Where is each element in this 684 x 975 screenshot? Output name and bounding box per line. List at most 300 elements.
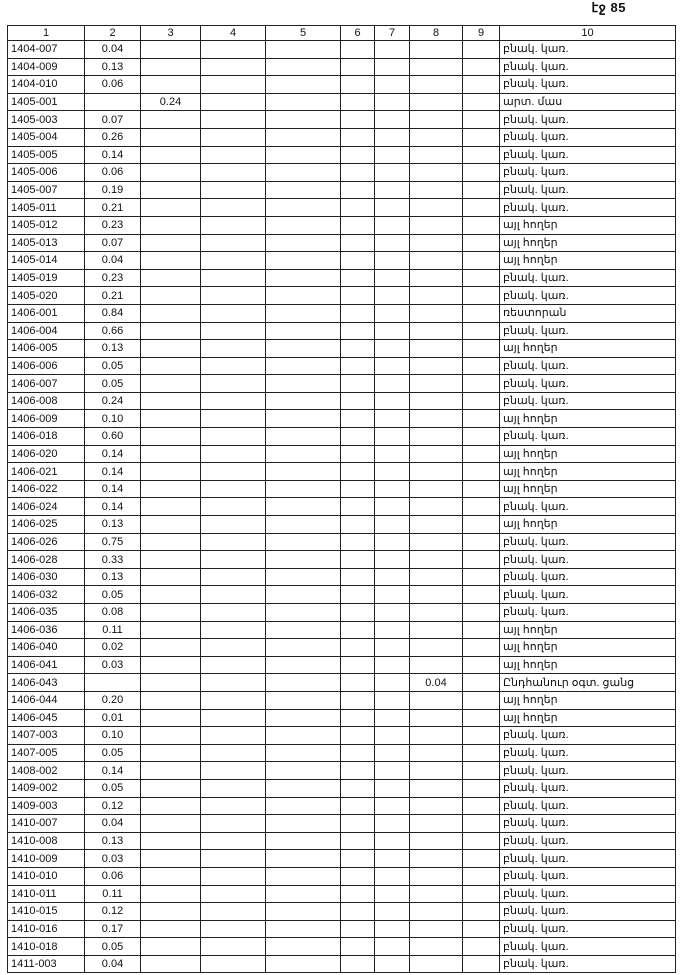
area-value-cell [201, 146, 266, 164]
area-value-cell [201, 674, 266, 692]
area-value-cell [463, 41, 500, 59]
area-value-cell: 0.05 [85, 375, 141, 393]
area-value-cell [410, 128, 463, 146]
area-value-cell [341, 621, 375, 639]
area-value-cell [141, 340, 201, 358]
area-value-cell [141, 621, 201, 639]
parcel-code-cell: 1406-006 [8, 357, 85, 375]
area-value-cell [141, 357, 201, 375]
area-value-cell [463, 463, 500, 481]
area-value-cell [141, 410, 201, 428]
table-row [8, 885, 676, 903]
area-value-cell: 0.33 [85, 551, 141, 569]
area-value-cell [375, 164, 410, 182]
area-value-cell [341, 762, 375, 780]
area-value-cell [410, 885, 463, 903]
land-use-cell: բնակ. կառ. [500, 604, 676, 622]
land-use-cell: բնակ. կառ. [500, 533, 676, 551]
area-value-cell [266, 938, 341, 956]
area-value-cell [463, 199, 500, 217]
table-row [8, 199, 676, 217]
table-row [8, 568, 676, 586]
area-value-cell [341, 832, 375, 850]
area-value-cell [141, 850, 201, 868]
land-use-cell: այլ հողեր [500, 691, 676, 709]
area-value-cell [375, 709, 410, 727]
area-value-cell [341, 58, 375, 76]
area-value-cell [141, 287, 201, 305]
parcel-code-cell: 1410-018 [8, 938, 85, 956]
table-row [8, 621, 676, 639]
area-value-cell [375, 410, 410, 428]
area-value-cell [463, 551, 500, 569]
area-value-cell [141, 656, 201, 674]
area-value-cell [463, 815, 500, 833]
area-value-cell [463, 674, 500, 692]
area-value-cell [410, 146, 463, 164]
area-value-cell [141, 604, 201, 622]
land-use-cell: բնակ. կառ. [500, 551, 676, 569]
table-row [8, 269, 676, 287]
area-value-cell [410, 762, 463, 780]
area-value-cell [375, 216, 410, 234]
area-value-cell [266, 76, 341, 94]
area-value-cell [375, 815, 410, 833]
area-value-cell [463, 639, 500, 657]
area-value-cell [410, 551, 463, 569]
area-value-cell [201, 815, 266, 833]
area-value-cell: 0.03 [85, 850, 141, 868]
parcel-code-cell: 1406-035 [8, 604, 85, 622]
area-value-cell [266, 586, 341, 604]
table-row [8, 445, 676, 463]
area-value-cell: 0.04 [85, 41, 141, 59]
area-value-cell [141, 551, 201, 569]
area-value-cell [266, 797, 341, 815]
area-value-cell [201, 850, 266, 868]
area-value-cell [341, 955, 375, 973]
area-value-cell [375, 76, 410, 94]
area-value-cell [375, 867, 410, 885]
parcel-code-cell: 1407-003 [8, 727, 85, 745]
table-row [8, 428, 676, 446]
area-value-cell [410, 498, 463, 516]
area-value-cell [341, 287, 375, 305]
area-value-cell [266, 867, 341, 885]
area-value-cell [463, 252, 500, 270]
table-row [8, 498, 676, 516]
area-value-cell [410, 181, 463, 199]
land-use-cell: այլ հողեր [500, 709, 676, 727]
area-value-cell [463, 181, 500, 199]
area-value-cell [341, 41, 375, 59]
land-use-cell: բնակ. կառ. [500, 498, 676, 516]
parcel-code-cell: 1405-003 [8, 111, 85, 129]
area-value-cell [266, 410, 341, 428]
area-value-cell [141, 709, 201, 727]
area-value-cell [141, 41, 201, 59]
parcel-code-cell: 1404-010 [8, 76, 85, 94]
land-use-cell: Ընդհանուր օգտ. ցանց [500, 674, 676, 692]
area-value-cell [463, 146, 500, 164]
area-value-cell [201, 410, 266, 428]
table-row [8, 903, 676, 921]
table-row [8, 357, 676, 375]
table-row [8, 779, 676, 797]
land-use-cell: բնակ. կառ. [500, 164, 676, 182]
area-value-cell: 0.19 [85, 181, 141, 199]
land-use-cell: բնակ. կառ. [500, 375, 676, 393]
table-row [8, 586, 676, 604]
area-value-cell [410, 920, 463, 938]
table-row [8, 516, 676, 534]
table-row [8, 727, 676, 745]
area-value-cell: 0.66 [85, 322, 141, 340]
parcel-code-cell: 1406-008 [8, 392, 85, 410]
area-value-cell [266, 709, 341, 727]
parcel-code-cell: 1405-014 [8, 252, 85, 270]
area-value-cell: 0.20 [85, 691, 141, 709]
table-row [8, 410, 676, 428]
area-value-cell [410, 779, 463, 797]
table-row [8, 938, 676, 956]
area-value-cell [266, 287, 341, 305]
area-value-cell [341, 797, 375, 815]
area-value-cell [201, 691, 266, 709]
parcel-code-cell: 1409-002 [8, 779, 85, 797]
area-value-cell [375, 252, 410, 270]
area-value-cell [141, 392, 201, 410]
land-use-cell: բնակ. կառ. [500, 199, 676, 217]
table-row [8, 93, 676, 111]
area-value-cell [141, 181, 201, 199]
parcel-code-cell: 1405-001 [8, 93, 85, 111]
area-value-cell [266, 93, 341, 111]
table-row [8, 797, 676, 815]
area-value-cell [410, 639, 463, 657]
area-value-cell [266, 164, 341, 182]
area-value-cell [201, 604, 266, 622]
area-value-cell [201, 445, 266, 463]
area-value-cell [410, 744, 463, 762]
table-row [8, 867, 676, 885]
column-header: 10 [500, 26, 676, 41]
area-value-cell [266, 551, 341, 569]
area-value-cell [463, 480, 500, 498]
area-value-cell [266, 463, 341, 481]
table-row [8, 322, 676, 340]
area-value-cell: 0.01 [85, 709, 141, 727]
area-value-cell [375, 199, 410, 217]
area-value-cell [201, 639, 266, 657]
area-value-cell: 0.07 [85, 234, 141, 252]
area-value-cell [266, 181, 341, 199]
parcel-code-cell: 1406-005 [8, 340, 85, 358]
area-value-cell [201, 762, 266, 780]
area-value-cell [341, 709, 375, 727]
area-value-cell [375, 357, 410, 375]
parcel-code-cell: 1405-005 [8, 146, 85, 164]
area-value-cell [463, 516, 500, 534]
area-value-cell [201, 199, 266, 217]
land-use-cell: բնակ. կառ. [500, 428, 676, 446]
area-value-cell [463, 375, 500, 393]
parcel-code-cell: 1410-015 [8, 903, 85, 921]
land-use-cell: բնակ. կառ. [500, 322, 676, 340]
land-use-cell: այլ հողեր [500, 234, 676, 252]
area-value-cell [141, 146, 201, 164]
parcel-code-cell: 1410-016 [8, 920, 85, 938]
area-value-cell: 0.21 [85, 199, 141, 217]
land-use-cell: այլ հողեր [500, 480, 676, 498]
area-value-cell: 0.04 [410, 674, 463, 692]
table-row [8, 744, 676, 762]
area-value-cell [141, 498, 201, 516]
area-value-cell [463, 76, 500, 94]
parcel-code-cell: 1406-025 [8, 516, 85, 534]
area-value-cell [141, 639, 201, 657]
area-value-cell [410, 727, 463, 745]
area-value-cell: 0.12 [85, 903, 141, 921]
area-value-cell [266, 639, 341, 657]
area-value-cell [341, 93, 375, 111]
area-value-cell [375, 797, 410, 815]
area-value-cell [410, 304, 463, 322]
area-value-cell [375, 903, 410, 921]
parcel-code-cell: 1405-013 [8, 234, 85, 252]
area-value-cell [463, 410, 500, 428]
area-value-cell [375, 375, 410, 393]
area-value-cell [141, 744, 201, 762]
area-value-cell [341, 604, 375, 622]
area-value-cell [341, 779, 375, 797]
parcel-code-cell: 1406-030 [8, 568, 85, 586]
table-row [8, 920, 676, 938]
area-value-cell [201, 234, 266, 252]
area-value-cell [266, 111, 341, 129]
area-value-cell [201, 340, 266, 358]
area-value-cell [463, 955, 500, 973]
area-value-cell [463, 93, 500, 111]
area-value-cell [410, 428, 463, 446]
area-value-cell [201, 375, 266, 393]
land-use-cell: բնակ. կառ. [500, 111, 676, 129]
area-value-cell [266, 304, 341, 322]
area-value-cell [410, 480, 463, 498]
area-value-cell [463, 164, 500, 182]
table-row [8, 832, 676, 850]
parcel-code-cell: 1406-009 [8, 410, 85, 428]
area-value-cell [141, 691, 201, 709]
area-value-cell [341, 181, 375, 199]
area-value-cell [201, 709, 266, 727]
land-use-cell: բնակ. կառ. [500, 727, 676, 745]
table-row [8, 691, 676, 709]
area-value-cell: 0.14 [85, 146, 141, 164]
area-value-cell [266, 885, 341, 903]
area-value-cell: 0.13 [85, 832, 141, 850]
land-use-cell: ռեստորան [500, 304, 676, 322]
area-value-cell [141, 199, 201, 217]
land-use-cell: բնակ. կառ. [500, 744, 676, 762]
area-value-cell [410, 832, 463, 850]
area-value-cell [375, 93, 410, 111]
column-header: 4 [201, 26, 266, 41]
column-header: 1 [8, 26, 85, 41]
area-value-cell [375, 498, 410, 516]
area-value-cell [410, 903, 463, 921]
table-row [8, 304, 676, 322]
area-value-cell [463, 128, 500, 146]
area-value-cell [201, 656, 266, 674]
area-value-cell [410, 410, 463, 428]
page-number: էջ 85 [591, 0, 626, 15]
area-value-cell [375, 779, 410, 797]
area-value-cell [375, 955, 410, 973]
area-value-cell [463, 234, 500, 252]
area-value-cell [141, 762, 201, 780]
area-value-cell [341, 674, 375, 692]
area-value-cell [463, 322, 500, 340]
area-value-cell [266, 269, 341, 287]
area-value-cell [341, 340, 375, 358]
table-row [8, 480, 676, 498]
area-value-cell [410, 815, 463, 833]
parcel-code-cell: 1405-011 [8, 199, 85, 217]
column-header: 3 [141, 26, 201, 41]
parcel-code-cell: 1405-007 [8, 181, 85, 199]
column-header: 7 [375, 26, 410, 41]
area-value-cell [341, 551, 375, 569]
area-value-cell: 0.11 [85, 621, 141, 639]
table-row [8, 850, 676, 868]
area-value-cell [463, 392, 500, 410]
area-value-cell: 0.26 [85, 128, 141, 146]
area-value-cell [141, 128, 201, 146]
table-row [8, 252, 676, 270]
area-value-cell [341, 322, 375, 340]
land-use-cell: այլ հողեր [500, 656, 676, 674]
area-value-cell [375, 146, 410, 164]
area-value-cell [341, 304, 375, 322]
table-row [8, 955, 676, 973]
area-value-cell: 0.14 [85, 480, 141, 498]
area-value-cell [375, 287, 410, 305]
area-value-cell [375, 568, 410, 586]
area-value-cell: 0.23 [85, 216, 141, 234]
area-value-cell: 0.14 [85, 463, 141, 481]
area-value-cell [463, 340, 500, 358]
area-value-cell [463, 287, 500, 305]
land-parcel-table [7, 25, 676, 973]
parcel-code-cell: 1405-012 [8, 216, 85, 234]
area-value-cell [201, 93, 266, 111]
area-value-cell [266, 357, 341, 375]
area-value-cell [375, 533, 410, 551]
land-use-cell: բնակ. կառ. [500, 287, 676, 305]
area-value-cell: 0.24 [141, 93, 201, 111]
area-value-cell [341, 128, 375, 146]
area-value-cell: 0.75 [85, 533, 141, 551]
area-value-cell [266, 58, 341, 76]
area-value-cell [375, 128, 410, 146]
area-value-cell: 0.13 [85, 568, 141, 586]
area-value-cell [141, 779, 201, 797]
area-value-cell [201, 779, 266, 797]
area-value-cell [201, 586, 266, 604]
land-use-cell: բնակ. կառ. [500, 357, 676, 375]
area-value-cell [201, 181, 266, 199]
area-value-cell [266, 691, 341, 709]
area-value-cell [201, 955, 266, 973]
land-use-cell: այլ հողեր [500, 252, 676, 270]
area-value-cell [341, 375, 375, 393]
area-value-cell [85, 674, 141, 692]
area-value-cell [410, 340, 463, 358]
parcel-code-cell: 1406-036 [8, 621, 85, 639]
area-value-cell [410, 199, 463, 217]
area-value-cell [141, 480, 201, 498]
area-value-cell [375, 58, 410, 76]
parcel-code-cell: 1406-028 [8, 551, 85, 569]
area-value-cell [266, 815, 341, 833]
area-value-cell [266, 516, 341, 534]
area-value-cell: 0.05 [85, 779, 141, 797]
area-value-cell [410, 938, 463, 956]
area-value-cell [375, 41, 410, 59]
table-row [8, 146, 676, 164]
area-value-cell [375, 850, 410, 868]
area-value-cell [141, 586, 201, 604]
land-use-cell: բնակ. կառ. [500, 146, 676, 164]
land-use-cell: բնակ. կառ. [500, 392, 676, 410]
area-value-cell [341, 938, 375, 956]
area-value-cell [375, 340, 410, 358]
area-value-cell [201, 727, 266, 745]
area-value-cell [201, 920, 266, 938]
land-use-cell: այլ հողեր [500, 516, 676, 534]
table-row [8, 234, 676, 252]
parcel-code-cell: 1406-007 [8, 375, 85, 393]
area-value-cell: 0.14 [85, 498, 141, 516]
area-value-cell [463, 779, 500, 797]
area-value-cell [410, 533, 463, 551]
land-use-cell: բնակ. կառ. [500, 58, 676, 76]
land-use-cell: բնակ. կառ. [500, 850, 676, 868]
parcel-code-cell: 1406-041 [8, 656, 85, 674]
area-value-cell [141, 903, 201, 921]
parcel-code-cell: 1406-045 [8, 709, 85, 727]
area-value-cell [341, 903, 375, 921]
parcel-code-cell: 1404-009 [8, 58, 85, 76]
area-value-cell [463, 216, 500, 234]
area-value-cell [266, 445, 341, 463]
area-value-cell [201, 322, 266, 340]
area-value-cell [463, 850, 500, 868]
area-value-cell [266, 146, 341, 164]
area-value-cell [410, 375, 463, 393]
area-value-cell [463, 885, 500, 903]
area-value-cell [341, 269, 375, 287]
area-value-cell [341, 164, 375, 182]
parcel-code-cell: 1406-024 [8, 498, 85, 516]
table-row [8, 41, 676, 59]
area-value-cell: 0.17 [85, 920, 141, 938]
parcel-code-cell: 1408-002 [8, 762, 85, 780]
area-value-cell: 0.24 [85, 392, 141, 410]
area-value-cell [375, 551, 410, 569]
area-value-cell [341, 850, 375, 868]
